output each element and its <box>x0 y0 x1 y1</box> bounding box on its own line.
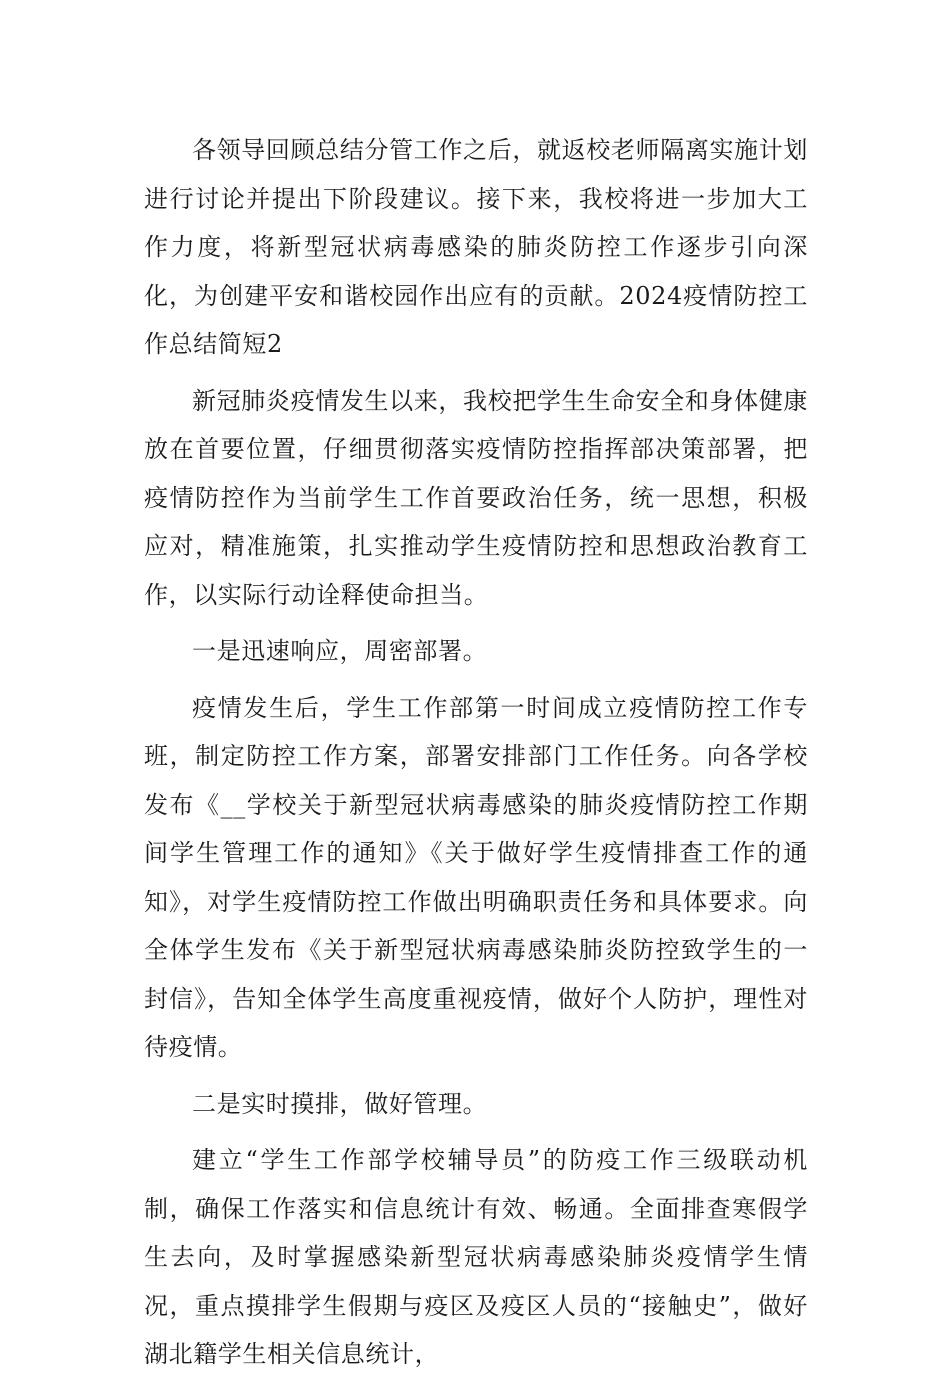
paragraph-2: 新冠肺炎疫情发生以来，我校把学生生命安全和身体健康放在首要位置，仔细贯彻落实疫情防控指挥部决策部署，把疫情防控作为当前学生工作首要政治任务，统一思想，积极应对，精准施策，扎实推动学生疫情防控和思想政治教育工作，以实际行动诠释使命担当。 <box>144 386 808 609</box>
paragraph-5-heading: 二是实时摸排，做好管理。 <box>192 1089 488 1118</box>
paragraph-4: 疫情发生后，学生工作部第一时间成立疫情防控工作专班，制定防控工作方案，部署安排部门工作任务。向各学校发布《__学校关于新型冠状病毒感染的肺炎疫情防控工作期间学生管理工作的通知》《关于做好学生疫情排查工作的通知》，对学生疫情防控工作做出明确职责任务和具体要求。向全体学生发布《关于新型冠状病毒感染肺炎防控致学生的一封信》，告知全体学生高度重视疫情，做好个人防护，理性对待疫情。 <box>144 693 808 1061</box>
paragraph-1: 各领导回顾总结分管工作之后，就返校老师隔离实施计划进行讨论并提出下阶段建议。接下来，我校将进一步加大工作力度，将新型冠状病毒感染的肺炎防控工作逐步引向深化，为创建平安和谐校园作出应有的贡献。2024疫情防控工作总结简短2 <box>144 136 808 358</box>
document-body <box>144 126 808 1379</box>
paragraph-6: 建立“学生工作部学校辅导员”的防疫工作三级联动机制，确保工作落实和信息统计有效、畅通。全面排查寒假学生去向，及时掌握感染新型冠状病毒感染肺炎疫情学生情况，重点摸排学生假期与疫区及疫区人员的“接触史”，做好湖北籍学生相关信息统计， <box>144 1146 808 1368</box>
paragraph-3-heading: 一是迅速响应，周密部署。 <box>192 637 488 665</box>
